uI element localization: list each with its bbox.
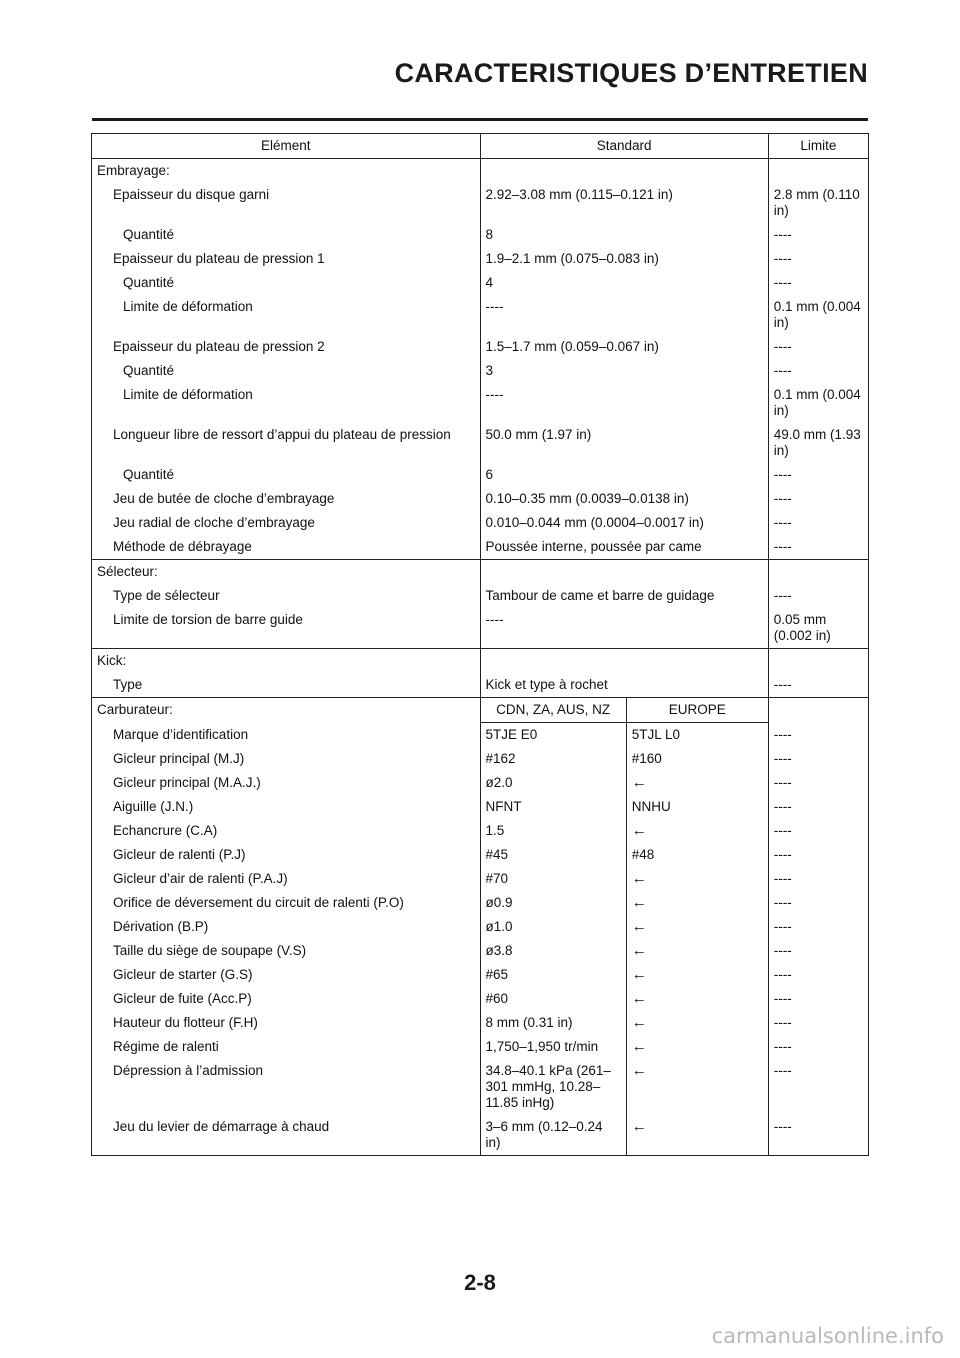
row-standard: ---- <box>480 295 768 335</box>
table-row <box>92 247 869 271</box>
subheader-europe: EUROPE <box>626 698 768 723</box>
row-label: Aiguille (J.N.) <box>92 795 481 819</box>
row-label: Dérivation (B.P) <box>92 915 481 939</box>
row-standard: 4 <box>480 271 768 295</box>
row-value-europe: ← <box>626 771 768 795</box>
table-row <box>92 183 869 223</box>
row-limite: 2.8 mm (0.110 in) <box>768 183 868 223</box>
section-carburateur <box>92 698 869 1156</box>
row-limite: ---- <box>768 511 868 535</box>
spec-table <box>91 133 869 1156</box>
section-title: Kick: <box>92 649 481 674</box>
section-title: Embrayage: <box>92 159 481 184</box>
table-header-row <box>92 134 869 159</box>
row-limite: ---- <box>768 1115 868 1156</box>
row-limite: ---- <box>768 723 868 748</box>
table-row <box>92 535 869 560</box>
row-limite: ---- <box>768 963 868 987</box>
row-value-cdn: #162 <box>480 747 626 771</box>
table-row <box>92 584 869 608</box>
row-value-europe: ← <box>626 1035 768 1059</box>
row-standard: 50.0 mm (1.97 in) <box>480 423 768 463</box>
section-title: Carburateur: <box>92 698 481 723</box>
section-title-row <box>92 560 869 585</box>
row-value-europe: ← <box>626 1115 768 1156</box>
row-value-cdn: ø3.8 <box>480 939 626 963</box>
row-value-cdn: NFNT <box>480 795 626 819</box>
row-limite: ---- <box>768 819 868 843</box>
row-limite: ---- <box>768 747 868 771</box>
row-label: Gicleur principal (M.A.J.) <box>92 771 481 795</box>
row-limite: 0.1 mm (0.004 in) <box>768 295 868 335</box>
row-value-cdn: #65 <box>480 963 626 987</box>
row-limite: ---- <box>768 843 868 867</box>
section-embrayage <box>92 159 869 560</box>
row-value-europe: #160 <box>626 747 768 771</box>
row-limite: ---- <box>768 487 868 511</box>
row-label: Régime de ralenti <box>92 1035 481 1059</box>
row-label: Gicleur de ralenti (P.J) <box>92 843 481 867</box>
row-label: Quantité <box>92 271 481 295</box>
row-standard: Kick et type à rochet <box>480 673 768 698</box>
row-value-europe: ← <box>626 1059 768 1115</box>
row-label: Taille du siège de soupape (V.S) <box>92 939 481 963</box>
table-row <box>92 511 869 535</box>
row-value-europe: NNHU <box>626 795 768 819</box>
row-label: Epaisseur du plateau de pression 1 <box>92 247 481 271</box>
row-limite: ---- <box>768 771 868 795</box>
section-title: Sélecteur: <box>92 560 481 585</box>
row-limite: ---- <box>768 1011 868 1035</box>
row-value-europe: ← <box>626 891 768 915</box>
row-value-europe: ← <box>626 1011 768 1035</box>
empty-cell <box>480 649 768 674</box>
table-row <box>92 1035 869 1059</box>
table-row <box>92 383 869 423</box>
row-label: Hauteur du flotteur (F.H) <box>92 1011 481 1035</box>
table-row <box>92 673 869 698</box>
row-label: Dépression à l’admission <box>92 1059 481 1115</box>
row-standard: 1.5–1.7 mm (0.059–0.067 in) <box>480 335 768 359</box>
table-row <box>92 771 869 795</box>
row-limite: 0.05 mm (0.002 in) <box>768 608 868 649</box>
table-row <box>92 915 869 939</box>
row-value-europe: ← <box>626 867 768 891</box>
row-limite: ---- <box>768 463 868 487</box>
table-row <box>92 843 869 867</box>
row-limite: ---- <box>768 673 868 698</box>
row-limite: ---- <box>768 891 868 915</box>
row-limite: ---- <box>768 335 868 359</box>
row-label: Jeu du levier de démarrage à chaud <box>92 1115 481 1156</box>
row-value-europe: ← <box>626 939 768 963</box>
row-label: Limite de déformation <box>92 383 481 423</box>
row-value-cdn: 1,750–1,950 tr/min <box>480 1035 626 1059</box>
row-value-europe: ← <box>626 987 768 1011</box>
table-row <box>92 963 869 987</box>
row-label: Longueur libre de ressort d’appui du plateau de pression <box>92 423 481 463</box>
row-label: Quantité <box>92 359 481 383</box>
table-row <box>92 423 869 463</box>
row-value-cdn: ø0.9 <box>480 891 626 915</box>
empty-cell <box>768 159 868 184</box>
row-standard: ---- <box>480 383 768 423</box>
row-limite: ---- <box>768 939 868 963</box>
row-limite: ---- <box>768 1035 868 1059</box>
row-standard: ---- <box>480 608 768 649</box>
row-limite: ---- <box>768 795 868 819</box>
row-limite: ---- <box>768 867 868 891</box>
row-label: Quantité <box>92 463 481 487</box>
subheader-cdn: CDN, ZA, AUS, NZ <box>480 698 626 723</box>
row-value-europe: #48 <box>626 843 768 867</box>
row-value-cdn: 34.8–40.1 kPa (261–301 mmHg, 10.28–11.85 inHg) <box>480 1059 626 1115</box>
row-limite: ---- <box>768 271 868 295</box>
table-row <box>92 867 869 891</box>
table-row <box>92 1115 869 1156</box>
table-row <box>92 1059 869 1115</box>
page-number: 2-8 <box>464 1270 496 1295</box>
row-label: Type <box>92 673 481 698</box>
row-label: Gicleur d’air de ralenti (P.A.J) <box>92 867 481 891</box>
row-value-cdn: 1.5 <box>480 819 626 843</box>
section-title-row <box>92 159 869 184</box>
table-row <box>92 795 869 819</box>
row-limite: 0.1 mm (0.004 in) <box>768 383 868 423</box>
empty-cell <box>480 159 768 184</box>
row-limite: ---- <box>768 535 868 560</box>
row-standard: 2.92–3.08 mm (0.115–0.121 in) <box>480 183 768 223</box>
section-kick <box>92 649 869 698</box>
section-title-row <box>92 649 869 674</box>
row-standard: 8 <box>480 223 768 247</box>
table-row <box>92 487 869 511</box>
row-standard: 0.010–0.044 mm (0.0004–0.0017 in) <box>480 511 768 535</box>
row-label: Limite de déformation <box>92 295 481 335</box>
row-value-cdn: #70 <box>480 867 626 891</box>
row-value-europe: ← <box>626 915 768 939</box>
table-row <box>92 223 869 247</box>
row-value-europe: ← <box>626 963 768 987</box>
row-label: Epaisseur du disque garni <box>92 183 481 223</box>
table-row <box>92 819 869 843</box>
table-row <box>92 987 869 1011</box>
section-title-row <box>92 698 869 723</box>
table-row <box>92 335 869 359</box>
row-label: Jeu radial de cloche d’embrayage <box>92 511 481 535</box>
row-label: Quantité <box>92 223 481 247</box>
row-standard: 1.9–2.1 mm (0.075–0.083 in) <box>480 247 768 271</box>
row-value-cdn: #45 <box>480 843 626 867</box>
header-element: Elément <box>92 134 481 159</box>
row-limite: ---- <box>768 915 868 939</box>
table-row <box>92 463 869 487</box>
row-value-europe: 5TJL L0 <box>626 723 768 748</box>
row-value-cdn: 5TJE E0 <box>480 723 626 748</box>
table-row <box>92 1011 869 1035</box>
header-limite: Limite <box>768 134 868 159</box>
row-label: Marque d’identification <box>92 723 481 748</box>
row-label: Type de sélecteur <box>92 584 481 608</box>
empty-cell <box>768 560 868 585</box>
table-row <box>92 939 869 963</box>
row-label: Gicleur de fuite (Acc.P) <box>92 987 481 1011</box>
row-limite: 49.0 mm (1.93 in) <box>768 423 868 463</box>
row-value-cdn: 3–6 mm (0.12–0.24 in) <box>480 1115 626 1156</box>
empty-cell <box>768 698 868 723</box>
table-row <box>92 608 869 649</box>
row-limite: ---- <box>768 359 868 383</box>
table-row <box>92 723 869 748</box>
row-value-cdn: #60 <box>480 987 626 1011</box>
table-row <box>92 359 869 383</box>
page-title: CARACTERISTIQUES D’ENTRETIEN <box>394 58 868 88</box>
table-row <box>92 271 869 295</box>
row-label: Orifice de déversement du circuit de ralenti (P.O) <box>92 891 481 915</box>
row-label: Méthode de débrayage <box>92 535 481 560</box>
row-label: Gicleur de starter (G.S) <box>92 963 481 987</box>
row-value-europe: ← <box>626 819 768 843</box>
empty-cell <box>768 649 868 674</box>
row-value-cdn: ø2.0 <box>480 771 626 795</box>
row-standard: Poussée interne, poussée par came <box>480 535 768 560</box>
row-standard: Tambour de came et barre de guidage <box>480 584 768 608</box>
table-row <box>92 295 869 335</box>
title-rule <box>92 118 868 121</box>
row-standard: 0.10–0.35 mm (0.0039–0.0138 in) <box>480 487 768 511</box>
row-label: Epaisseur du plateau de pression 2 <box>92 335 481 359</box>
row-standard: 3 <box>480 359 768 383</box>
watermark: carmanualsonline.info <box>711 1324 944 1348</box>
header-standard: Standard <box>480 134 768 159</box>
row-value-cdn: 8 mm (0.31 in) <box>480 1011 626 1035</box>
row-label: Jeu de butée de cloche d’embrayage <box>92 487 481 511</box>
row-limite: ---- <box>768 1059 868 1115</box>
row-label: Echancrure (C.A) <box>92 819 481 843</box>
row-limite: ---- <box>768 223 868 247</box>
row-limite: ---- <box>768 247 868 271</box>
row-standard: 6 <box>480 463 768 487</box>
row-limite: ---- <box>768 584 868 608</box>
section-selecteur <box>92 560 869 649</box>
row-label: Limite de torsion de barre guide <box>92 608 481 649</box>
empty-cell <box>480 560 768 585</box>
row-value-cdn: ø1.0 <box>480 915 626 939</box>
table-row <box>92 747 869 771</box>
table-row <box>92 891 869 915</box>
row-limite: ---- <box>768 987 868 1011</box>
row-label: Gicleur principal (M.J) <box>92 747 481 771</box>
